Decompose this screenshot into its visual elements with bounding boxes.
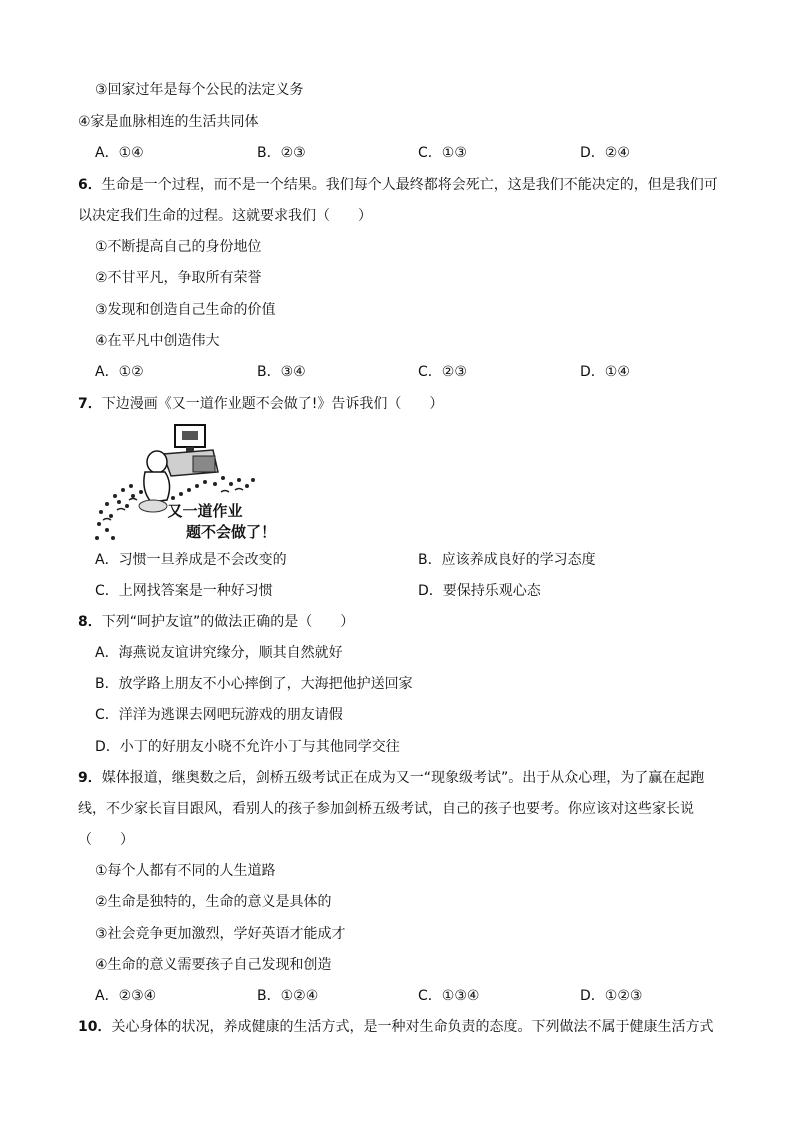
q6-item-4: ④在平凡中创造伟大 — [95, 333, 220, 349]
choice-c[interactable]: C．①③④ — [418, 988, 480, 1004]
q9-item-3: ③社会竞争更加激烈，学好英语才能成才 — [95, 926, 346, 942]
question-text: 关心身体的状况，养成健康的生活方式，是一种对生命负责的态度。下列做法不属于健康生活方式 — [111, 1019, 714, 1035]
choice-a[interactable]: A．海燕说友谊讲究缘分，顺其自然就好 — [95, 645, 343, 661]
q9-item-4: ④生命的意义需要孩子自己发现和创造 — [95, 957, 332, 973]
question-7 — [78, 394, 443, 414]
q9-item-1: ①每个人都有不同的人生道路 — [95, 863, 276, 879]
choice-c[interactable]: C．上网找答案是一种好习惯 — [95, 583, 273, 599]
question-9 — [78, 768, 704, 788]
question-8 — [78, 612, 354, 632]
choice-b[interactable]: B．③④ — [257, 364, 306, 380]
q6-item-3: ③发现和创造自己生命的价值 — [95, 302, 276, 318]
choice-d[interactable]: D．小丁的好朋友小晓不允许小丁与其他同学交往 — [95, 739, 400, 755]
question-text: 媒体报道，继奥数之后，剑桥五级考试正在成为又一“现象级考试”。出于从众心理，为了赢在起跑 — [101, 770, 705, 786]
choice-c[interactable]: C．②③ — [418, 364, 467, 380]
question-6-line-2: 以决定我们生命的过程。这就要求我们（ ） — [78, 208, 372, 224]
question-number: 9． — [78, 770, 102, 786]
cartoon-caption-line-2: 题不会做了！ — [185, 523, 277, 541]
choice-b[interactable]: B．①②④ — [257, 988, 319, 1004]
choice-c[interactable]: C．①③ — [418, 145, 467, 161]
question-9-line-2: 线，不少家长盲目跟风，看别人的孩子参加剑桥五级考试，自己的孩子也要考。你应该对这些家长说 — [78, 801, 694, 817]
question-number: 7． — [78, 396, 102, 412]
question-text: 下列“呵护友谊”的做法正确的是（ ） — [101, 614, 355, 630]
choice-a[interactable]: A．①② — [95, 364, 144, 380]
question-number: 6． — [78, 177, 102, 193]
choice-d[interactable]: D．①④ — [580, 364, 630, 380]
choice-c[interactable]: C．洋洋为逃课去网吧玩游戏的朋友请假 — [95, 707, 343, 723]
choice-d[interactable]: D．要保持乐观心态 — [418, 583, 541, 599]
choice-a[interactable]: A．习惯一旦养成是不会改变的 — [95, 552, 287, 568]
choice-d[interactable]: D．②④ — [580, 145, 630, 161]
choice-b[interactable]: B．应该养成良好的学习态度 — [418, 552, 596, 568]
q6-item-1: ①不断提高自己的身份地位 — [95, 239, 262, 255]
question-text: 生命是一个过程，而不是一个结果。我们每个人最终都将会死亡，这是我们不能决定的，但是我们可 — [101, 177, 718, 193]
choice-a[interactable]: A．②③④ — [95, 988, 157, 1004]
cartoon-caption-line-1: 又一道作业 — [167, 502, 243, 520]
q6-item-2: ②不甘平凡，争取所有荣誉 — [95, 270, 262, 286]
statement-4: ④家是血脉相连的生活共同体 — [78, 114, 259, 130]
question-text: 下边漫画《又一道作业题不会做了!》告诉我们（ ） — [101, 396, 444, 412]
question-number: 10． — [78, 1019, 112, 1035]
question-9-line-3: （ ） — [78, 832, 134, 848]
choice-b[interactable]: B．②③ — [257, 145, 306, 161]
statement-3: ③回家过年是每个公民的法定义务 — [95, 82, 304, 98]
question-number: 8． — [78, 614, 102, 630]
question-10 — [78, 1017, 713, 1037]
question-6 — [78, 175, 718, 195]
choice-d[interactable]: D．①②③ — [580, 988, 643, 1004]
homework-cartoon — [93, 420, 303, 544]
choice-a[interactable]: A．①④ — [95, 145, 144, 161]
choice-b[interactable]: B．放学路上朋友不小心摔倒了，大海把他护送回家 — [95, 676, 413, 692]
q9-item-2: ②生命是独特的，生命的意义是具体的 — [95, 894, 332, 910]
cartoon-drawing — [93, 420, 303, 544]
